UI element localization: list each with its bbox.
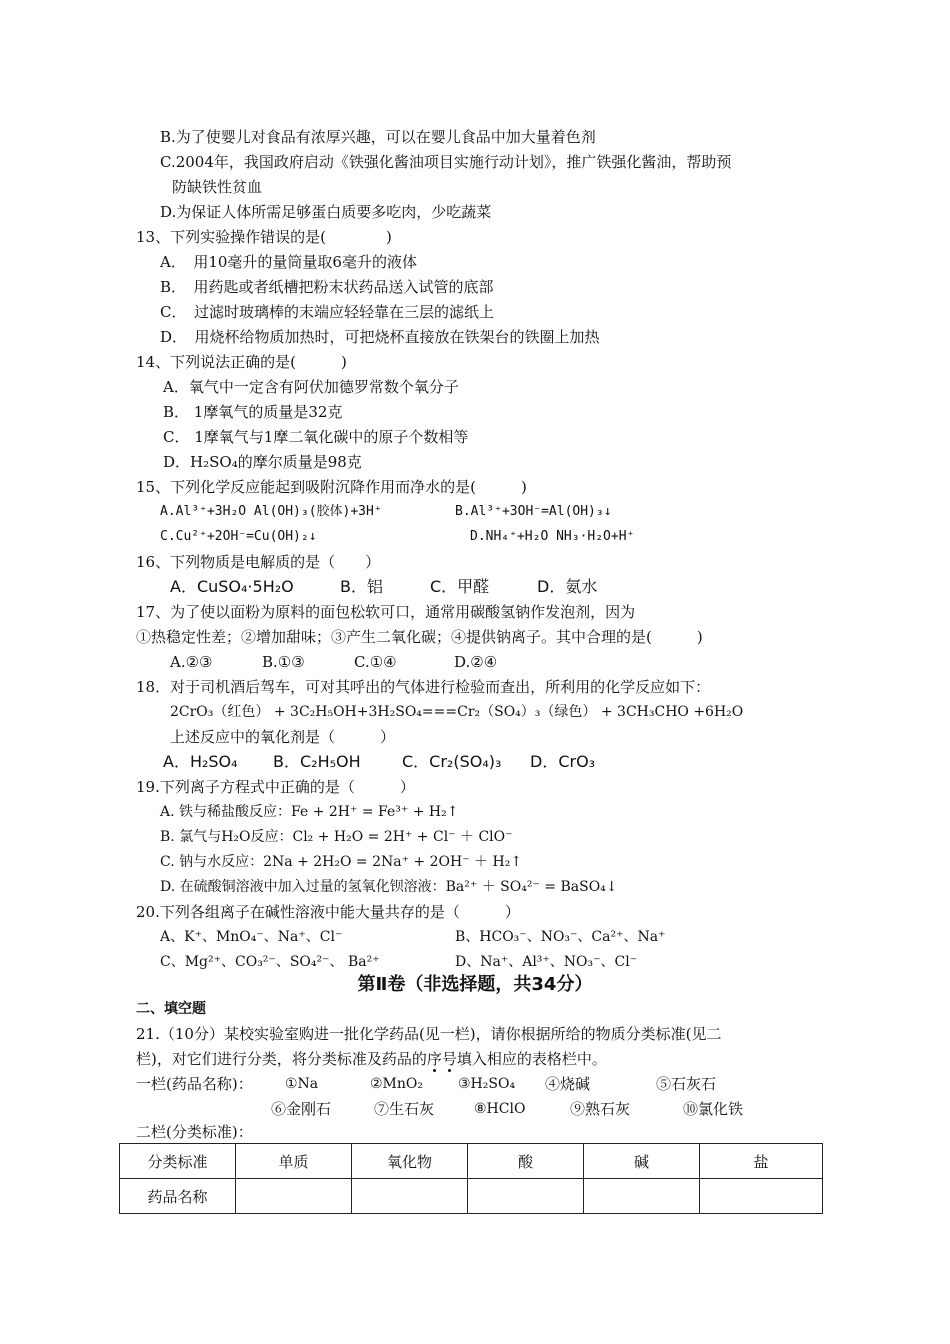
q19-option-c: C. 钠与水反应：2Na + 2H₂O = 2Na⁺ + 2OH⁻ ＋ H₂↑	[160, 854, 523, 870]
q16-option-b: B．铝	[340, 577, 383, 596]
q13-option-c: C． 过滤时玻璃棒的末端应轻轻靠在三层的滤纸上	[160, 303, 494, 321]
q21-line2-post: 填入相应的表格栏中。	[456, 1050, 607, 1068]
q21-item-9: ⑨熟石灰	[570, 1100, 631, 1118]
q18-option-b: B．C₂H₅OH	[273, 752, 361, 771]
q21-item-3: ③H₂SO₄	[458, 1076, 516, 1092]
q18-option-a: A．H₂SO₄	[163, 752, 238, 771]
answer-cell-elements[interactable]	[236, 1179, 352, 1214]
q14-option-c: C． 1摩氧气与1摩二氧化碳中的原子个数相等	[163, 428, 469, 446]
q13-stem: 13、下列实验操作错误的是( )	[136, 228, 392, 246]
q15-option-a: A.Al³⁺+3H₂O Al(OH)₃(胶体)+3H⁺	[160, 504, 382, 519]
q14-option-a: A．氧气中一定含有阿伏加德罗常数个氧分子	[163, 378, 459, 396]
q20-stem: 20.下列各组离子在碱性溶液中能大量共存的是（ ）	[136, 903, 520, 921]
q16-option-c: C．甲醛	[430, 577, 490, 596]
q18-equation: 2CrO₃（红色） + 3C₂H₅OH+3H₂SO₄===Cr₂（SO₄）₃（绿色） + 3CH₃CHO +6H₂O	[170, 704, 744, 720]
q19-option-a: A. 铁与稀盐酸反应：Fe + 2H⁺ = Fe³⁺ + H₂↑	[160, 804, 459, 820]
q21-line2-pre: 栏)，对它们进行分类，将分类标准及药品的	[136, 1050, 427, 1068]
q14-option-b: B． 1摩氧气的质量是32克	[163, 403, 343, 421]
q17-stem: 17、为了使以面粉为原料的面包松软可口，通常用碳酸氢钠作发泡剂，因为	[136, 603, 636, 621]
q21-line2	[136, 1048, 607, 1070]
q17-line2: ①热稳定性差；②增加甜味；③产生二氧化碳；④提供钠离子。其中合理的是( )	[136, 628, 703, 646]
q14-stem: 14、下列说法正确的是( )	[136, 353, 347, 371]
q19-stem: 19.下列离子方程式中正确的是（ ）	[136, 778, 415, 796]
q21-col1-label: 一栏(药品名称)：	[136, 1075, 253, 1093]
table-row-label: 药品名称	[120, 1179, 236, 1214]
table-header-cell: 碱	[584, 1144, 700, 1179]
q17-option-d: D.②④	[454, 653, 498, 671]
table-header-cell: 酸	[468, 1144, 584, 1179]
q21-item-8: ⑧HClO	[474, 1101, 526, 1117]
q20-option-b: B、HCO₃⁻、NO₃⁻、Ca²⁺、Na⁺	[455, 929, 666, 945]
q19-option-d: D. 在硫酸铜溶液中加入过量的氢氧化钡溶液：Ba²⁺ ＋ SO₄²⁻ = BaSO₄↓	[160, 879, 618, 895]
q21-col2-label: 二栏(分类标准)：	[136, 1123, 253, 1141]
q18-stem: 18．对于司机酒后驾车，可对其呼出的气体进行检验而查出，所利用的化学反应如下：	[136, 678, 711, 696]
q21-item-5: ⑤石灰石	[656, 1075, 717, 1093]
q18-option-c: C．Cr₂(SO₄)₃	[402, 752, 502, 771]
table-header-cell: 盐	[700, 1144, 823, 1179]
table-header-cell: 氧化物	[352, 1144, 468, 1179]
answer-cell-bases[interactable]	[584, 1179, 700, 1214]
table-row	[120, 1179, 823, 1214]
answer-cell-acids[interactable]	[468, 1179, 584, 1214]
q21-emphasis-2: 号	[441, 1050, 457, 1068]
q15-option-d: D.NH₄⁺+H₂O NH₃·H₂O+H⁺	[470, 529, 635, 544]
q17-option-b: B.①③	[262, 653, 305, 671]
q20-option-a: A、K⁺、MnO₄⁻、Na⁺、Cl⁻	[160, 929, 343, 945]
q21-item-6: ⑥金刚石	[271, 1100, 332, 1118]
section-fill-blank-heading: 二、填空题	[136, 1001, 206, 1017]
q14-option-d: D．H₂SO₄的摩尔质量是98克	[163, 453, 362, 471]
q21-item-7: ⑦生石灰	[374, 1100, 435, 1118]
answer-cell-salts[interactable]	[700, 1179, 823, 1214]
q21-emphasis-1: 序	[426, 1050, 442, 1068]
q21-line1: 21.（10分）某校实验室购进一批化学药品(见一栏)，请你根据所给的物质分类标准(见二	[136, 1025, 722, 1043]
q12-option-c-line1: C.2004年，我国政府启动《铁强化酱油项目实施行动计划》，推广铁强化酱油，帮助预	[160, 153, 732, 171]
classification-table	[119, 1143, 823, 1214]
q21-item-2: ②MnO₂	[370, 1076, 423, 1092]
q17-option-c: C.①④	[354, 653, 397, 671]
q21-item-1: ①Na	[285, 1076, 319, 1092]
q16-option-d: D．氨水	[537, 577, 598, 596]
q13-option-d: D． 用烧杯给物质加热时，可把烧杯直接放在铁架台的铁圈上加热	[160, 328, 600, 346]
q15-option-c: C.Cu²⁺+2OH⁻=Cu(OH)₂↓	[160, 529, 317, 544]
q12-option-b: B.为了使婴儿对食品有浓厚兴趣，可以在婴儿食品中加大量着色剂	[160, 128, 596, 146]
q20-option-d: D、Na⁺、Al³⁺、NO₃⁻、Cl⁻	[455, 954, 638, 970]
table-header-cell: 分类标准	[120, 1144, 236, 1179]
table-header-cell: 单质	[236, 1144, 352, 1179]
q16-stem: 16、下列物质是电解质的是（ ）	[136, 553, 381, 571]
q12-option-d: D.为保证人体所需足够蛋白质要多吃肉，少吃蔬菜	[160, 203, 492, 221]
q19-option-b: B. 氯气与H₂O反应：Cl₂ + H₂O = 2H⁺ + Cl⁻ ＋ ClO⁻	[160, 829, 513, 845]
table-header-row	[120, 1144, 823, 1179]
q15-stem: 15、下列化学反应能起到吸附沉降作用而净水的是( )	[136, 478, 527, 496]
q13-option-b: B． 用药匙或者纸槽把粉末状药品送入试管的底部	[160, 278, 494, 296]
q18-option-d: D．CrO₃	[530, 752, 596, 771]
part2-title: 第Ⅱ卷（非选择题，共34分）	[357, 974, 593, 995]
q15-option-b: B.Al³⁺+3OH⁻=Al(OH)₃↓	[455, 504, 612, 519]
q17-option-a: A.②③	[170, 653, 213, 671]
q20-option-c: C、Mg²⁺、CO₃²⁻、SO₄²⁻、 Ba²⁺	[160, 954, 380, 970]
q21-item-4: ④烧碱	[545, 1075, 591, 1093]
q18-question: 上述反应中的氧化剂是（ ）	[170, 728, 396, 746]
q13-option-a: A． 用10毫升的量筒量取6毫升的液体	[160, 253, 417, 271]
answer-cell-oxides[interactable]	[352, 1179, 468, 1214]
q21-item-10: ⑩氯化铁	[683, 1100, 744, 1118]
q16-option-a: A．CuSO₄·5H₂O	[170, 577, 294, 596]
q12-option-c-line2: 防缺铁性贫血	[172, 178, 263, 196]
